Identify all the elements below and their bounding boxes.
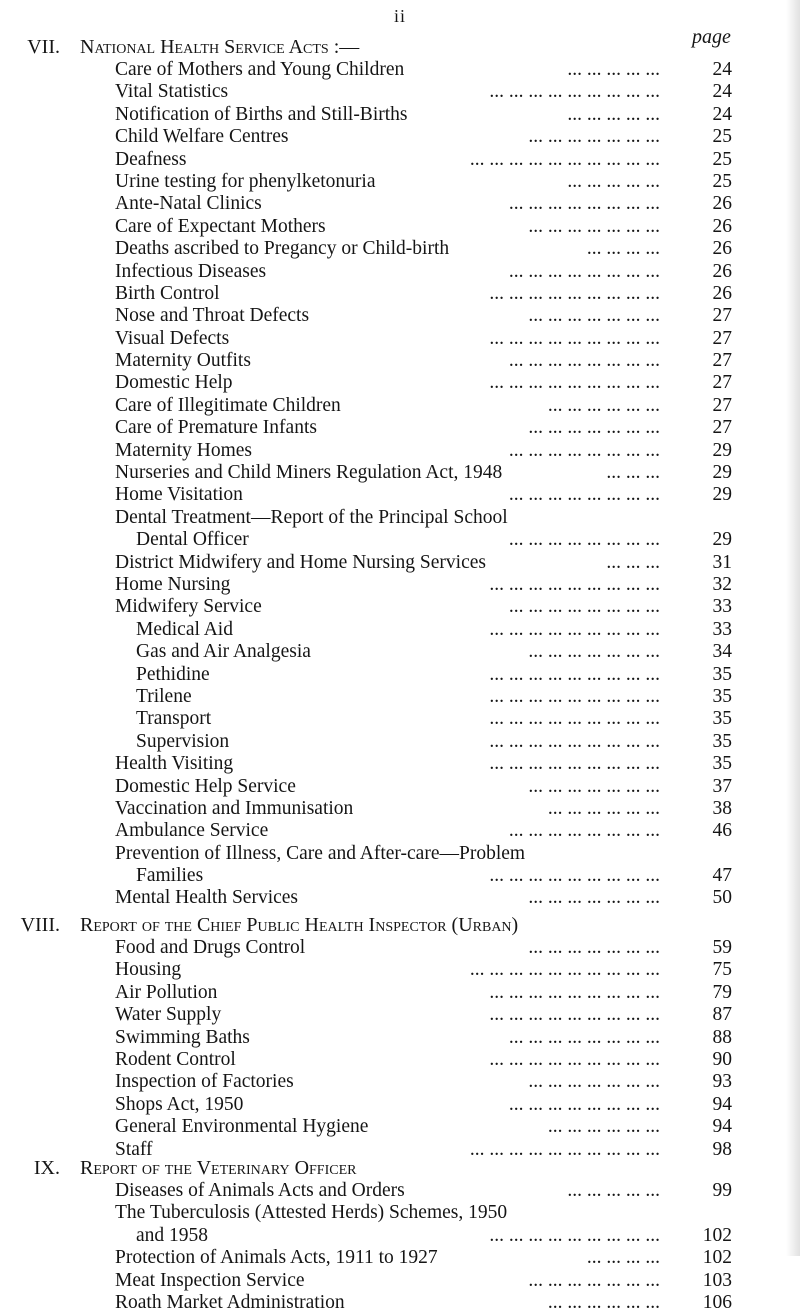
toc-entry [0,216,800,238]
entry-page-number: 24 [712,103,732,125]
entry-label: Inspection of Factories [115,1071,294,1093]
toc-entry [0,171,800,193]
leader-dots: ... ... ... ... ... ... ... ... [508,484,660,506]
entry-page-number: 29 [712,484,732,506]
toc-entry [0,59,800,81]
leader-dots: ... ... ... ... ... ... ... ... [508,529,660,551]
entry-page-number: 87 [712,1004,732,1026]
entry-label: General Environmental Hygiene [115,1116,369,1138]
leader-dots: ... ... ... ... ... ... ... [528,775,660,797]
entry-label: Nose and Throat Defects [115,305,310,327]
section-number: VIII. [20,914,60,936]
leader-dots: ... ... ... ... ... ... ... ... [508,260,660,282]
entry-page-number: 24 [712,59,732,80]
entry-page-number: 47 [712,865,732,887]
leader-dots: ... ... ... ... ... ... ... [528,305,660,327]
toc-entry [0,1202,800,1224]
entry-page-number: 35 [712,730,732,752]
entry-page-number: 33 [712,618,732,640]
entry-page-number: 102 [702,1224,732,1246]
entry-label: Health Visiting [115,753,234,775]
toc-entry [0,1247,800,1269]
leader-dots: ... ... ... ... ... ... ... ... ... [489,372,660,394]
toc-entry [0,126,800,148]
entry-label: Transport [136,708,212,730]
toc-entry [0,529,800,551]
toc-entry [0,261,800,283]
entry-label: Dental Treatment—Report of the Principal School [115,506,508,528]
entry-label: Air Pollution [115,981,218,1003]
leader-dots: ... ... ... ... ... ... ... [528,417,660,439]
leader-dots: ... ... ... ... ... ... ... ... ... [489,708,660,730]
toc-entry [0,81,800,103]
entry-label: Vaccination and Immunisation [115,797,354,819]
entry-page-number: 98 [712,1138,732,1160]
entry-label: Dental Officer [136,529,249,551]
entry-label: Mental Health Services [115,887,299,909]
entry-page-number: 26 [712,215,732,237]
toc-entry [0,1292,800,1314]
leader-dots: ... ... ... ... ... ... ... ... ... [489,1048,660,1070]
leader-dots: ... ... ... ... ... ... ... ... ... ... [469,148,660,170]
entry-page-number: 26 [712,193,732,215]
entry-page-number: 29 [712,439,732,461]
entry-label: Diseases of Animals Acts and Orders [115,1180,405,1201]
leader-dots: ... ... ... ... ... ... ... ... ... [489,1224,660,1246]
entry-label: Deaths ascribed to Pregancy or Child-birth [115,238,450,260]
entry-page-number: 27 [712,327,732,349]
leader-dots: ... ... ... [606,462,660,484]
toc-entry [0,959,800,981]
entry-label: Swimming Baths [115,1026,250,1048]
entry-label: Water Supply [115,1004,222,1026]
toc-entry [0,686,800,708]
entry-page-number: 94 [712,1116,732,1138]
entry-page-number: 35 [712,685,732,707]
entry-label: Urine testing for phenylketonuria [115,170,376,192]
toc-entry [0,1225,800,1247]
leader-dots: ... ... ... ... ... ... ... ... ... [489,865,660,887]
entry-page-number: 102 [702,1247,732,1269]
toc-entry [0,1094,800,1116]
entry-page-number: 27 [712,417,732,439]
leader-dots: ... ... ... ... ... ... ... ... ... [489,618,660,640]
entry-page-number: 75 [712,959,732,981]
toc-entry [0,1116,800,1138]
toc-entry [0,619,800,641]
leader-dots: ... ... ... ... ... [567,103,660,125]
section-number: VII. [27,36,60,58]
entry-label: Gas and Air Analgesia [136,641,311,663]
toc-entry [0,574,800,596]
leader-dots: ... ... ... ... ... ... ... ... [508,439,660,461]
leader-dots: ... ... ... ... ... ... ... ... [508,193,660,215]
entry-page-number: 31 [712,551,732,573]
entry-label: Housing [115,959,182,981]
entry-label: Care of Expectant Mothers [115,215,326,237]
entry-label: The Tuberculosis (Attested Herds) Schemes, 1950 [115,1202,508,1224]
section-title: Report of the Chief Public Health Inspector (Urban) [80,914,519,936]
leader-dots: ... ... ... ... ... ... ... ... [508,1093,660,1115]
leader-dots: ... ... ... ... ... ... [547,394,660,416]
entry-list [0,59,800,910]
toc-entry [0,104,800,126]
entry-label: Pethidine [136,663,210,685]
scan-edge-shadow [786,0,800,1256]
entry-page-number: 35 [712,708,732,730]
entry-label: Supervision [136,730,230,752]
toc-entry [0,440,800,462]
entry-page-number: 50 [712,887,732,909]
toc-entry [0,1180,800,1202]
entry-label: Domestic Help [115,372,233,394]
entry-page-number: 46 [712,820,732,842]
entry-page-number: 25 [712,148,732,170]
toc-entry [0,283,800,305]
toc-entry [0,798,800,820]
toc-entry [0,664,800,686]
entry-label: Care of Premature Infants [115,417,317,439]
entry-page-number: 26 [712,282,732,304]
leader-dots: ... ... ... ... ... ... [547,1291,660,1313]
entry-page-number: 27 [712,394,732,416]
leader-dots: ... ... ... ... ... [567,170,660,192]
toc-entry [0,350,800,372]
toc-entry [0,193,800,215]
entry-label: Care of Illegitimate Children [115,394,341,416]
entry-label: Shops Act, 1950 [115,1093,244,1115]
toc-entry [0,484,800,506]
toc-entry [0,417,800,439]
entry-label: Trilene [136,685,192,707]
leader-dots: ... ... ... ... ... ... ... ... ... [489,685,660,707]
entry-label: Infectious Diseases [115,260,267,282]
entry-label: Food and Drugs Control [115,937,306,958]
toc-entry [0,1270,800,1292]
entry-label: District Midwifery and Home Nursing Services [115,551,486,573]
entry-label: Deafness [115,148,187,170]
toc-entry [0,820,800,842]
leader-dots: ... ... ... ... ... ... ... [528,1071,660,1093]
leader-dots: ... ... ... ... ... ... [547,1116,660,1138]
entry-label: Meat Inspection Service [115,1269,305,1291]
leader-dots: ... ... ... ... ... ... ... [528,887,660,909]
toc-entry [0,1004,800,1026]
leader-dots: ... ... ... ... ... ... ... ... [508,350,660,372]
entry-label: and 1958 [136,1224,209,1246]
leader-dots: ... ... ... ... ... ... ... [528,126,660,148]
leader-dots: ... ... ... ... ... ... ... ... [508,820,660,842]
entry-label: Midwifery Service [115,596,262,618]
page-column-header: page [692,26,731,48]
entry-page-number: 79 [712,981,732,1003]
leader-dots: ... ... ... ... ... [567,59,660,80]
entry-list [0,1180,800,1314]
toc-entry [0,731,800,753]
entry-page-number: 37 [712,775,732,797]
toc-entry [0,238,800,260]
entry-page-number: 90 [712,1048,732,1070]
leader-dots: ... ... ... ... ... ... ... ... ... ... [469,959,660,981]
entry-label: Nurseries and Child Miners Regulation Act, 1948 [115,462,503,484]
entry-page-number: 33 [712,596,732,618]
page-number: ii [393,6,406,26]
entry-page-number: 59 [712,937,732,958]
toc-entry [0,1027,800,1049]
entry-label: Home Nursing [115,573,231,595]
entry-label: Roath Market Administration [115,1291,345,1313]
toc-entry [0,462,800,484]
toc-entry [0,843,800,865]
entry-page-number: 88 [712,1026,732,1048]
toc-entry [0,552,800,574]
toc-entry [0,1071,800,1093]
leader-dots: ... ... ... ... ... ... ... ... ... [489,81,660,103]
entry-label: Protection of Animals Acts, 1911 to 1927 [115,1247,438,1269]
entry-page-number: 27 [712,372,732,394]
entry-label: Vital Statistics [115,81,229,103]
entry-page-number: 29 [712,529,732,551]
entry-label: Staff [115,1138,153,1160]
leader-dots: ... ... ... ... ... ... ... [528,937,660,958]
leader-dots: ... ... ... ... ... ... ... ... ... [489,573,660,595]
toc-entry [0,395,800,417]
toc-entry [0,865,800,887]
leader-dots: ... ... ... ... ... ... ... [528,641,660,663]
entry-page-number: 27 [712,305,732,327]
entry-label: Medical Aid [136,618,233,640]
toc-entry [0,596,800,618]
entry-label: Families [136,865,204,887]
entry-label: Home Visitation [115,484,243,506]
section-number: IX. [33,1157,60,1179]
leader-dots: ... ... ... ... ... ... ... ... ... [489,663,660,685]
entry-label: Child Welfare Centres [115,126,289,148]
entry-label: Rodent Control [115,1048,236,1070]
toc-entry [0,937,800,959]
leader-dots: ... ... ... ... ... ... [547,797,660,819]
leader-dots: ... ... ... ... ... ... ... ... ... ... [469,1138,660,1160]
leader-dots: ... ... ... ... ... ... ... ... ... [489,981,660,1003]
toc-entry [0,328,800,350]
entry-label: Care of Mothers and Young Children [115,59,405,80]
entry-label: Notification of Births and Still-Births [115,103,408,125]
entry-label: Maternity Homes [115,439,253,461]
entry-label: Maternity Outfits [115,350,251,372]
toc-entry [0,305,800,327]
toc-entry [0,1049,800,1071]
leader-dots: ... ... ... [606,551,660,573]
section-title: National Health Service Acts :— [80,36,360,58]
entry-page-number: 26 [712,260,732,282]
entry-page-number: 29 [712,462,732,484]
entry-page-number: 25 [712,126,732,148]
entry-page-number: 34 [712,641,732,663]
entry-page-number: 106 [702,1291,732,1313]
entry-page-number: 35 [712,663,732,685]
toc-entry [0,982,800,1004]
leader-dots: ... ... ... ... ... ... ... ... ... [489,753,660,775]
toc-entry [0,887,800,909]
toc-entry [0,641,800,663]
entry-page-number: 35 [712,753,732,775]
toc-entry [0,776,800,798]
entry-label: Ambulance Service [115,820,269,842]
toc-entry [0,753,800,775]
leader-dots: ... ... ... ... ... ... ... [528,1269,660,1291]
entry-page-number: 24 [712,81,732,103]
entry-label: Domestic Help Service [115,775,296,797]
entry-label: Prevention of Illness, Care and After-care—Problem [115,842,526,864]
leader-dots: ... ... ... ... ... ... ... ... [508,1026,660,1048]
entry-label: Ante-Natal Clinics [115,193,262,215]
leader-dots: ... ... ... ... ... ... ... ... ... [489,282,660,304]
leader-dots: ... ... ... ... ... ... ... [528,215,660,237]
section-title: Report of the Veterinary Officer [80,1157,357,1179]
entry-page-number: 26 [712,238,732,260]
toc-entry [0,149,800,171]
entry-page-number: 94 [712,1093,732,1115]
entry-page-number: 27 [712,350,732,372]
leader-dots: ... ... ... ... ... [567,1180,660,1201]
toc-entry [0,372,800,394]
entry-page-number: 103 [702,1269,732,1291]
toc-entry [0,708,800,730]
leader-dots: ... ... ... ... ... ... ... ... ... [489,1004,660,1026]
entry-list [0,937,800,1161]
toc-entry [0,507,800,529]
entry-page-number: 25 [712,170,732,192]
entry-label: Birth Control [115,282,220,304]
entry-page-number: 99 [712,1180,732,1201]
leader-dots: ... ... ... ... [586,1247,660,1269]
leader-dots: ... ... ... ... ... ... ... ... ... [489,327,660,349]
leader-dots: ... ... ... ... [586,238,660,260]
entry-page-number: 32 [712,573,732,595]
leader-dots: ... ... ... ... ... ... ... ... ... [489,730,660,752]
entry-label: Visual Defects [115,327,230,349]
entry-page-number: 93 [712,1071,732,1093]
entry-page-number: 38 [712,797,732,819]
leader-dots: ... ... ... ... ... ... ... ... [508,596,660,618]
